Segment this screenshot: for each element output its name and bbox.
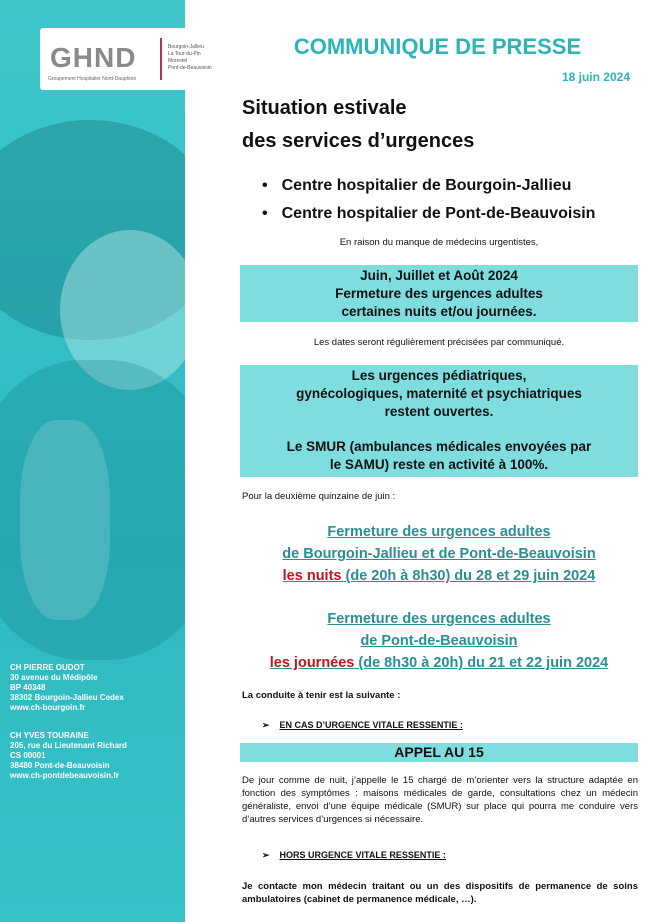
non-emergency-text: Je contacte mon médecin traitant ou un des dispositifs de permanence de soins ambulatoires (cabinet de permanence médicale, …).: [242, 881, 638, 905]
open-services-box: [240, 365, 638, 477]
logo-divider: [160, 38, 162, 80]
logo-place: Bourgoin-Jallieu: [168, 44, 204, 50]
address-line: 38302 Bourgoin-Jallieu Cedex: [10, 693, 124, 702]
call-15-banner: APPEL AU 15: [240, 743, 638, 762]
intro-text: En raison du manque de médecins urgentistes,: [339, 237, 539, 248]
closure-summary-box: [240, 265, 638, 322]
closure-detail: (de 8h30 à 20h) du 21 et 22 juin 2024: [354, 655, 609, 671]
address-line: BP 40348: [10, 683, 46, 692]
site-name: CH YVES TOURAINE: [10, 731, 89, 740]
address-line: 205, rue du Lieutenant Richard: [10, 741, 127, 750]
photo-highlight: [20, 420, 110, 620]
address-yves-touraine: [10, 731, 127, 781]
closure-highlight: les nuits: [282, 568, 342, 584]
closure-line: [240, 652, 638, 674]
closure-line: Fermeture des urgences adultes: [327, 524, 551, 540]
headline: [242, 92, 474, 158]
press-date: 18 juin 2024: [561, 70, 630, 84]
emergency-label: EN CAS D’URGENCE VITALE RESSENTIE :: [279, 720, 463, 730]
box-line: Le SMUR (ambulances médicales envoyées par: [286, 439, 592, 454]
closure-line: [240, 565, 638, 587]
arrow-icon: ➢: [262, 720, 270, 730]
logo-subtitle: Groupement Hospitalier Nord-Dauphiné: [48, 76, 137, 82]
site-name: CH PIERRE OUDOT: [10, 663, 85, 672]
website-link[interactable]: www.ch-bourgoin.fr: [10, 703, 86, 712]
logo-place: Morestel: [168, 58, 188, 64]
box-line: gynécologiques, maternité et psychiatriques: [296, 386, 582, 401]
box-line: Juin, Juillet et Août 2024: [360, 268, 518, 283]
headline-line: Situation estivale: [242, 97, 407, 119]
box-line: certaines nuits et/ou journées.: [341, 304, 537, 319]
list-item: • Centre hospitalier de Bourgoin-Jallieu: [262, 172, 595, 200]
box-line: Les urgences pédiatriques,: [351, 368, 527, 383]
closure-line: de Bourgoin-Jallieu et de Pont-de-Beauvoisin: [282, 546, 596, 562]
non-emergency-heading: [262, 850, 446, 861]
closure-detail: (de 20h à 8h30) du 28 et 29 juin 2024: [341, 568, 596, 584]
second-half-label: Pour la deuxième quinzaine de juin :: [242, 491, 396, 502]
closure-line: Fermeture des urgences adultes: [327, 611, 551, 627]
emergency-text: De jour comme de nuit, j’appelle le 15 chargé de m’orienter vers la structure adaptée en fonction des symptômes : maisons médicales de garde, consultations chez un médecin généraliste, envoi d’une équipe médicale (SMUR) sur place qui pourra me conduire vers d’autres services d’urgences si nécessaire.: [242, 775, 638, 825]
logo-place: La Tour-du-Pin: [168, 51, 201, 57]
address-line: 30 avenue du Médipôle: [10, 673, 98, 682]
ghnd-logo: [40, 28, 222, 90]
sidebar-photo-panel: [0, 0, 185, 922]
closure-days: [240, 608, 638, 674]
address-line: CS 00001: [10, 751, 46, 760]
website-link[interactable]: www.ch-pontdebeauvoisin.fr: [10, 771, 120, 780]
address-line: 38480 Pont-de-Beauvoisin: [10, 761, 110, 770]
logo-wordmark: GHND: [50, 42, 137, 73]
arrow-icon: ➢: [262, 850, 270, 860]
logo-place: Pont-de-Beauvoisin: [168, 65, 212, 71]
hospital-list: [262, 172, 595, 228]
closure-nights: [240, 521, 638, 587]
list-item: • Centre hospitalier de Pont-de-Beauvoisin: [262, 200, 595, 228]
box-line: restent ouvertes.: [384, 404, 494, 419]
logo-places: [168, 44, 212, 72]
dates-note: Les dates seront régulièrement précisées par communiqué.: [313, 337, 565, 348]
box-spacer: [240, 421, 638, 438]
box-line: Fermeture des urgences adultes: [335, 286, 543, 301]
non-emergency-label: HORS URGENCE VITALE RESSENTIE :: [279, 850, 446, 860]
emergency-heading: [262, 720, 463, 731]
headline-line: des services d’urgences: [242, 130, 475, 152]
closure-line: de Pont-de-Beauvoisin: [360, 633, 518, 649]
address-pierre-oudot: [10, 663, 124, 713]
closure-highlight: les journées: [269, 655, 355, 671]
conduct-label: La conduite à tenir est la suivante :: [242, 690, 401, 701]
page-title: COMMUNIQUE DE PRESSE: [293, 34, 582, 59]
box-line: le SAMU) reste en activité à 100%.: [329, 457, 549, 472]
